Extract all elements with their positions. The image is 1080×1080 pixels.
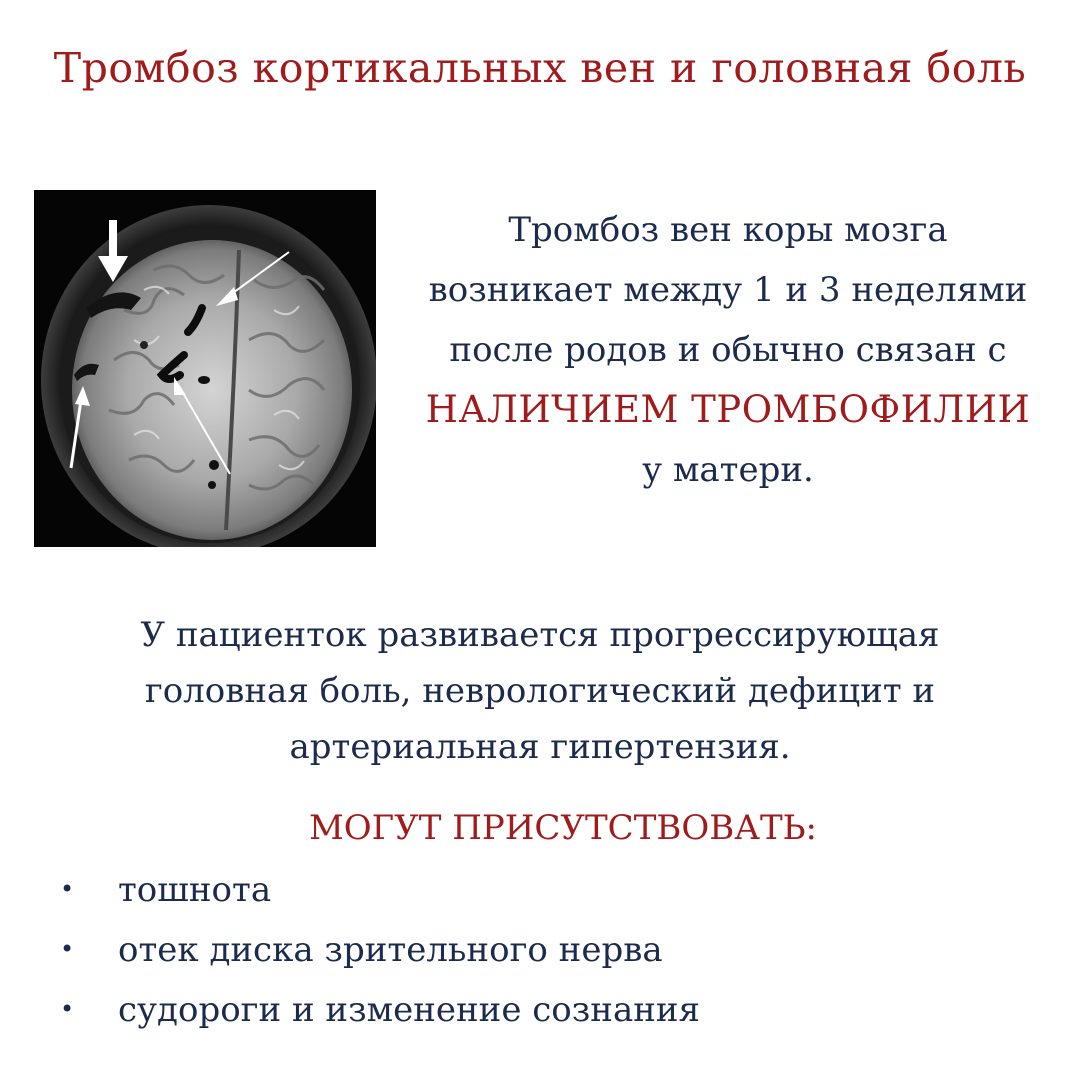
brain-mri-icon: [34, 190, 376, 547]
symptom-list: [60, 862, 700, 1042]
intro-line-3: после родов и обычно связан с: [449, 330, 1007, 370]
intro-line-2: возникает между 1 и 3 неделями: [428, 270, 1028, 310]
intro-line-5: у матери.: [642, 450, 814, 490]
list-item-text: тошнота: [118, 870, 272, 910]
list-item: [60, 922, 700, 982]
symptoms-line-2: головная боль, неврологический дефицит и: [144, 671, 936, 711]
bullet-icon: •: [60, 875, 75, 903]
symptoms-paragraph: [40, 607, 1040, 775]
list-item-text: отек диска зрительного нерва: [118, 930, 663, 970]
list-item-text: судороги и изменение сознания: [118, 990, 701, 1030]
may-be-present-heading: МОГУТ ПРИСУТСТВОВАТЬ:: [308, 808, 818, 848]
page-title: Тромбоз кортикальных вен и головная боль: [53, 44, 1027, 92]
intro-text: [396, 200, 1060, 500]
list-item: [60, 982, 700, 1042]
brain-mri-image: [34, 190, 376, 547]
intro-emphasis: НАЛИЧИЕМ ТРОМБОФИЛИИ: [425, 388, 1031, 431]
bullet-icon: •: [60, 995, 75, 1023]
intro-line-1: Тромбоз вен коры мозга: [508, 210, 948, 250]
bullet-icon: •: [60, 935, 75, 963]
list-item: [60, 862, 700, 922]
symptoms-line-1: У пациенток развивается прогрессирующая: [140, 615, 940, 655]
symptoms-line-3: артериальная гипертензия.: [289, 727, 791, 767]
